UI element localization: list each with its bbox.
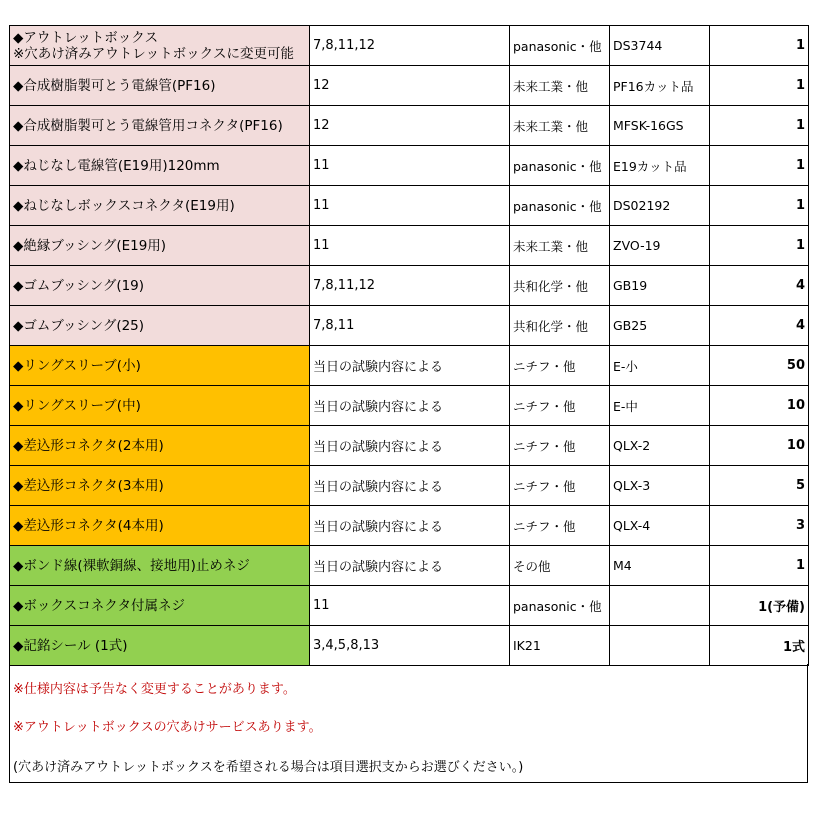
cell-model: QLX-3	[610, 466, 710, 506]
cell-item	[10, 626, 310, 666]
item-name: ◆差込形コネクタ(3本用)	[13, 477, 164, 494]
item-name: ◆記銘シール (1式)	[13, 637, 128, 654]
table-row	[10, 546, 809, 586]
table-row	[10, 226, 809, 266]
item-name: ◆合成樹脂製可とう電線管用コネクタ(PF16)	[13, 117, 283, 134]
table-row	[10, 106, 809, 146]
item-name: ◆差込形コネクタ(2本用)	[13, 437, 164, 454]
cell-model	[610, 586, 710, 626]
table-row	[10, 346, 809, 386]
item-note: ※穴あけ済みアウトレットボックスに変更可能	[13, 45, 295, 62]
cell-model: PF16カット品	[610, 66, 710, 106]
cell-item	[10, 106, 310, 146]
cell-maker: その他	[510, 546, 610, 586]
cell-model: ZVO-19	[610, 226, 710, 266]
item-name: ◆アウトレットボックス	[13, 29, 159, 46]
cell-tests: 当日の試験内容による	[310, 466, 510, 506]
cell-qty: 1(予備)	[710, 586, 809, 626]
cell-qty: 10	[710, 426, 809, 466]
cell-qty: 4	[710, 306, 809, 346]
table-row	[10, 146, 809, 186]
cell-qty: 5	[710, 466, 809, 506]
cell-tests: 3,4,5,8,13	[310, 626, 510, 666]
cell-model: E19カット品	[610, 146, 710, 186]
item-name: ◆絶縁ブッシング(E19用)	[13, 237, 167, 254]
note-drilling-service: ※アウトレットボックスの穴あけサービスあります。	[13, 720, 322, 735]
cell-tests: 12	[310, 106, 510, 146]
item-name: ◆ゴムブッシング(25)	[13, 317, 145, 334]
cell-model: GB19	[610, 266, 710, 306]
item-name: ◆差込形コネクタ(4本用)	[13, 517, 164, 534]
cell-tests: 12	[310, 66, 510, 106]
cell-item	[10, 386, 310, 426]
cell-maker: panasonic・他	[510, 586, 610, 626]
cell-maker: 共和化学・他	[510, 266, 610, 306]
table-row	[10, 306, 809, 346]
cell-maker: 共和化学・他	[510, 306, 610, 346]
cell-maker: IK21	[510, 626, 610, 666]
cell-qty: 1	[710, 146, 809, 186]
item-name: ◆合成樹脂製可とう電線管(PF16)	[13, 77, 216, 94]
cell-tests: 11	[310, 186, 510, 226]
cell-item	[10, 266, 310, 306]
cell-item	[10, 146, 310, 186]
cell-maker: 未来工業・他	[510, 66, 610, 106]
cell-maker: ニチフ・他	[510, 506, 610, 546]
cell-item	[10, 66, 310, 106]
table-row	[10, 506, 809, 546]
item-name: ◆リングスリーブ(小)	[13, 357, 141, 374]
cell-tests: 7,8,11,12	[310, 266, 510, 306]
cell-model: QLX-4	[610, 506, 710, 546]
cell-maker: 未来工業・他	[510, 106, 610, 146]
cell-qty: 1	[710, 26, 809, 66]
cell-model: MFSK-16GS	[610, 106, 710, 146]
item-name: ◆ボンド線(裸軟銅線、接地用)止めネジ	[13, 557, 250, 574]
cell-maker: ニチフ・他	[510, 346, 610, 386]
table-row	[10, 186, 809, 226]
cell-tests: 当日の試験内容による	[310, 506, 510, 546]
table-row	[10, 66, 809, 106]
table-row	[10, 586, 809, 626]
cell-qty: 1	[710, 186, 809, 226]
table-row	[10, 266, 809, 306]
cell-item	[10, 586, 310, 626]
cell-qty: 10	[710, 386, 809, 426]
cell-model: E-中	[610, 386, 710, 426]
cell-maker: ニチフ・他	[510, 466, 610, 506]
cell-item	[10, 466, 310, 506]
cell-item	[10, 226, 310, 266]
cell-maker: panasonic・他	[510, 146, 610, 186]
note-drilling-option: (穴あけ済みアウトレットボックスを希望される場合は項目選択支からお選びください。)	[13, 760, 524, 775]
cell-item	[10, 26, 310, 66]
cell-qty: 1	[710, 226, 809, 266]
cell-tests: 7,8,11	[310, 306, 510, 346]
cell-qty: 1	[710, 66, 809, 106]
cell-tests: 当日の試験内容による	[310, 386, 510, 426]
item-name: ◆ねじなし電線管(E19用)120mm	[13, 157, 220, 174]
item-name: ◆ねじなしボックスコネクタ(E19用)	[13, 197, 235, 214]
cell-tests: 7,8,11,12	[310, 26, 510, 66]
item-name: ◆リングスリーブ(中)	[13, 397, 141, 414]
cell-maker: ニチフ・他	[510, 386, 610, 426]
cell-tests: 当日の試験内容による	[310, 546, 510, 586]
cell-item	[10, 306, 310, 346]
item-name: ◆ボックスコネクタ付属ネジ	[13, 597, 185, 614]
item-name: ◆ゴムブッシング(19)	[13, 277, 145, 294]
cell-maker: ニチフ・他	[510, 426, 610, 466]
cell-model: DS3744	[610, 26, 710, 66]
note-spec-change: ※仕様内容は予告なく変更することがあります。	[13, 682, 296, 697]
table-row	[10, 386, 809, 426]
cell-tests: 当日の試験内容による	[310, 346, 510, 386]
cell-item	[10, 546, 310, 586]
cell-qty: 1	[710, 546, 809, 586]
cell-tests: 11	[310, 226, 510, 266]
notes-box	[9, 664, 808, 783]
cell-model: QLX-2	[610, 426, 710, 466]
cell-maker: panasonic・他	[510, 26, 610, 66]
table-row	[10, 426, 809, 466]
cell-tests: 当日の試験内容による	[310, 426, 510, 466]
table-row	[10, 466, 809, 506]
cell-qty: 1	[710, 106, 809, 146]
table-row	[10, 626, 809, 666]
cell-maker: 未来工業・他	[510, 226, 610, 266]
cell-qty: 1式	[710, 626, 809, 666]
cell-model: E-小	[610, 346, 710, 386]
parts-table	[9, 25, 809, 666]
table-row	[10, 26, 809, 66]
cell-model: DS02192	[610, 186, 710, 226]
cell-tests: 11	[310, 146, 510, 186]
cell-item	[10, 186, 310, 226]
cell-qty: 4	[710, 266, 809, 306]
cell-model: GB25	[610, 306, 710, 346]
cell-model	[610, 626, 710, 666]
cell-item	[10, 506, 310, 546]
cell-item	[10, 346, 310, 386]
cell-qty: 50	[710, 346, 809, 386]
cell-maker: panasonic・他	[510, 186, 610, 226]
cell-item	[10, 426, 310, 466]
cell-tests: 11	[310, 586, 510, 626]
cell-qty: 3	[710, 506, 809, 546]
cell-model: M4	[610, 546, 710, 586]
